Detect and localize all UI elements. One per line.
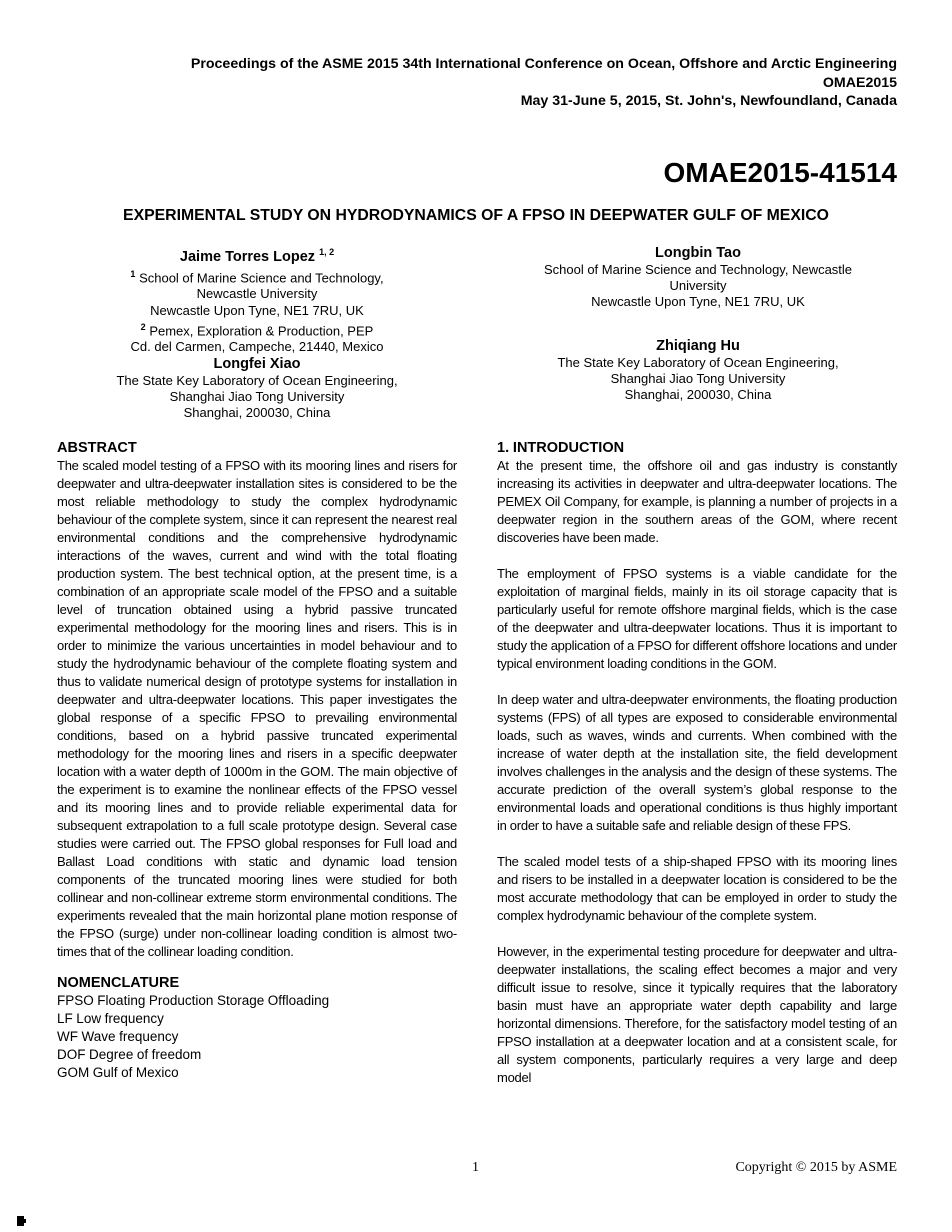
author-name: Longfei Xiao bbox=[213, 356, 301, 372]
paper-id: OMAE2015-41514 bbox=[663, 157, 897, 188]
author-name: Jaime Torres Lopez $^{1, 2}$ bbox=[179, 247, 335, 265]
affiliation-line: School of Marine Science and Technology, Newcastle bbox=[543, 262, 853, 277]
copyright-notice: Copyright © 2015 by ASME bbox=[735, 1160, 897, 1175]
author-block-hu bbox=[531, 337, 865, 404]
nomenclature-item: LF Low frequency bbox=[57, 1011, 164, 1026]
conference-acronym: OMAE2015 bbox=[822, 74, 897, 91]
affiliation-line: Cd. del Carmen, Campeche, 21440, Mexico bbox=[130, 339, 384, 355]
proceedings-header bbox=[55, 55, 897, 111]
affiliation-line: Newcastle Upon Tyne, NE1 7RU, UK bbox=[591, 294, 805, 310]
affiliation-line: The State Key Laboratory of Ocean Engineering, bbox=[116, 373, 398, 388]
author-name: Zhiqiang Hu bbox=[656, 338, 740, 354]
author-superscript: 1, 2 bbox=[319, 247, 335, 257]
affiliation-line: Shanghai Jiao Tong University bbox=[169, 389, 345, 405]
affiliation-line: Shanghai Jiao Tong University bbox=[610, 371, 786, 387]
nomenclature-item: WF Wave frequency bbox=[57, 1029, 179, 1044]
affiliation-line: University bbox=[669, 278, 727, 294]
scan-mark-icon bbox=[17, 1216, 26, 1227]
nomenclature-item: GOM Gulf of Mexico bbox=[57, 1065, 179, 1080]
abstract-heading: ABSTRACT bbox=[57, 440, 137, 456]
introduction-heading: 1. INTRODUCTION bbox=[497, 440, 625, 456]
right-column bbox=[497, 439, 897, 1105]
author-name: Longbin Tao bbox=[655, 245, 741, 261]
nomenclature-heading: NOMENCLATURE bbox=[57, 975, 180, 991]
affiliation-line: Shanghai, 200030, China bbox=[624, 387, 772, 403]
author-block-xiao bbox=[90, 355, 424, 422]
affiliation-line: The State Key Laboratory of Ocean Engineering, bbox=[557, 355, 839, 370]
author-block-tao bbox=[515, 244, 881, 311]
paper-title: EXPERIMENTAL STUDY ON HYDRODYNAMICS OF A FPSO IN DEEPWATER GULF OF MEXICO bbox=[123, 207, 829, 224]
introduction-paragraph: At the present time, the offshore oil and gas industry is constantly increasing its activities in deepwater and ultra-deepwater locations. The PEMEX Oil Company, for example, is planning a number of projects in a deepwater region in the southern areas of the GOM, where recent discoveries have been made. bbox=[497, 458, 897, 545]
author-block-torres-lopez bbox=[100, 243, 414, 356]
affiliation-line: Shanghai, 200030, China bbox=[183, 405, 331, 421]
introduction-paragraph: However, in the experimental testing procedure for deepwater and ultra-deepwater installations, the scaling effect becomes a major and very difficult issue to resolve, since it typically requires that the laboratory basin must have an appropriate water depth capability and large horizontal dimensions. Therefore, for the satisfactory model testing of an FPSO installation at a deepwater location and at a consistent scale, for all system components, particularly requires a very large and deep model bbox=[497, 944, 897, 1085]
introduction-paragraph: The scaled model tests of a ship-shaped FPSO with its mooring lines and risers to be installed in a deepwater location is considered to be the most accurate methodology that can be employed in order to study the complex hydrodynamic behaviour of the complete system. bbox=[497, 854, 897, 923]
conference-dates-location: May 31-June 5, 2015, St. John's, Newfoundland, Canada bbox=[520, 93, 897, 109]
introduction-paragraph: The employment of FPSO systems is a viable candidate for the exploitation of marginal fields, mainly in its oil storage capacity that is particularly useful for remote offshore marginal fields, which is the case of the deepwater and ultra-deepwater locations. Thus it is important to study the application of a FPSO for different offshore locations and under typical environment loading conditions in the GOM. bbox=[497, 566, 897, 671]
affiliation-line: $^1$ School of Marine Science and Technology, bbox=[130, 268, 384, 286]
introduction-paragraph: In deep water and ultra-deepwater environments, the floating production systems (FPS) of all types are exposed to considerable environmental loads, such as waves, winds and currents. When combined with the increase of water depth at the installation site, the field development involves challenges in the analysis and the design of these systems. The accurate prediction of the overall system’s global response to the environmental loads and operational conditions is thus highly important in order to have a suitable safe and reliable design of these FPS. bbox=[497, 692, 897, 833]
nomenclature-item: DOF Degree of freedom bbox=[57, 1047, 202, 1062]
affiliation-line: Newcastle Upon Tyne, NE1 7RU, UK bbox=[150, 302, 364, 318]
page-number: 1 bbox=[472, 1160, 479, 1175]
affiliation-line: Newcastle University bbox=[196, 286, 318, 302]
left-column bbox=[57, 439, 457, 1082]
affiliation-line: $^2$ Pemex, Exploration & Production, PEP bbox=[140, 321, 374, 339]
nomenclature-item: FPSO Floating Production Storage Offloading bbox=[57, 993, 330, 1008]
abstract-text: The scaled model testing of a FPSO with its mooring lines and risers for deepwater and ultra-deepwater installation sites is considered to be the most reliable methodology to study the complex hydrodynamic behaviour of the complete system, since it can represent the nearest real environmental conditions and the comprehensive hydrodynamic interactions of the waves, current and wind with the total floating production system. The best technical option, at the present time, is a combination of an appropriate scale model of the FPSO and a suitable level of truncation obtained using a hybrid passive truncated experimental methodology for the mooring lines and risers. This is in order to minimize the various uncertainties in model behaviour and to study the hydrodynamic behaviour of the complete floating system and thus to validate numerical design of prototype systems for installation in deepwater and ultra-deepwater locations. This paper investigates the global response of a specific FPSO to prevailing environmental conditions, based on a hybrid passive truncated experimental methodology for the mooring lines and risers in a specific deepwater location with a water depth of 1000m in the GOM. The main objective of the experiment is to examine the nonlinear effects of the FPSO vessel and its mooring lines and to provide reliable experimental data for subsequent extrapolation to a full scale prototype design. Several case studies were carried out. The FPSO global responses for Full load and Ballast Load conditions with static and dynamic load tension components of the truncated mooring lines were studied for both collinear and non-collinear extreme storm environmental conditions. The experiments revealed that the main horizontal plane motion response of the FPSO (surge) under non-collinear loading condition is almost two-times that of the collinear loading condition. bbox=[57, 458, 457, 959]
proceedings-line: Proceedings of the ASME 2015 34th International Conference on Ocean, Offshore and Arctic Engineering bbox=[190, 56, 897, 72]
